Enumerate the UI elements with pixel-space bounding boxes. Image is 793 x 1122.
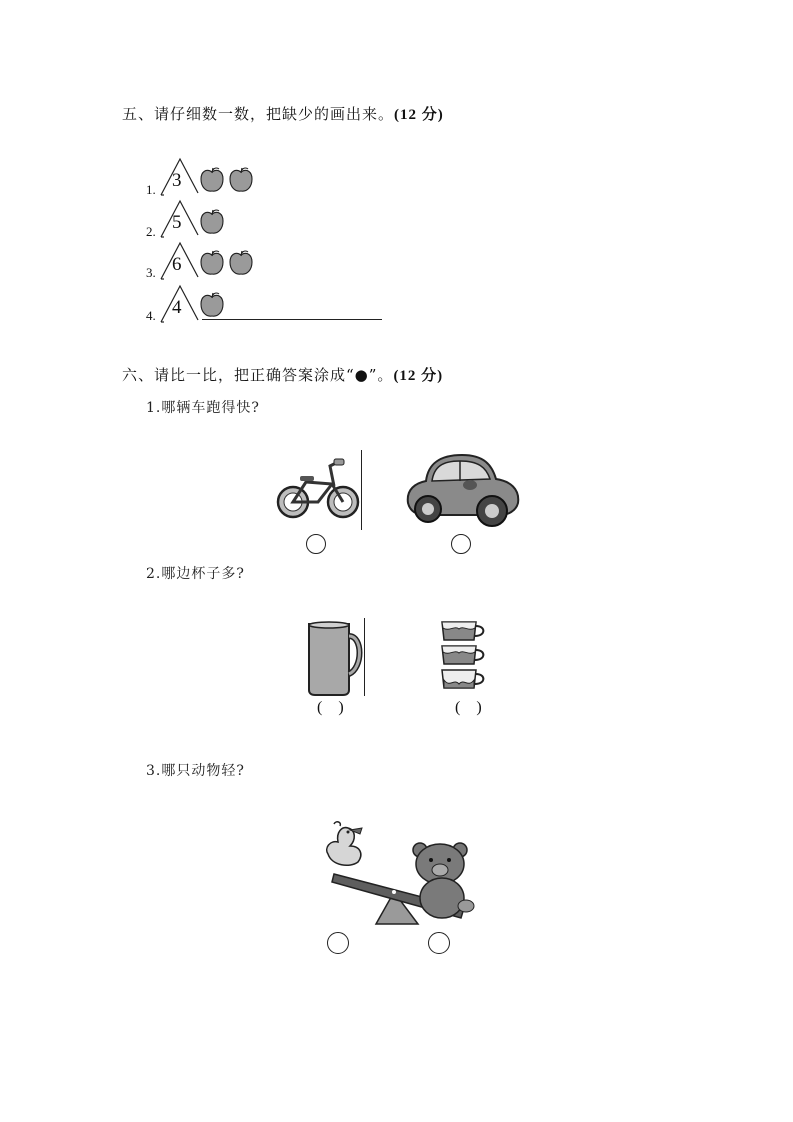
section5-heading	[122, 103, 444, 124]
duck-icon	[320, 820, 368, 870]
divider-1	[361, 450, 362, 530]
section5-score: (12 分)	[394, 107, 444, 123]
answer-line[interactable]	[202, 319, 382, 320]
answer-paren-cups[interactable]: ( )	[455, 699, 488, 716]
section5-title: 五、请仔细数一数，把缺少的画出来。	[122, 105, 395, 123]
apple-icon	[200, 167, 225, 193]
bicycle-icon	[276, 456, 360, 522]
divider-2	[364, 618, 365, 696]
question-2: 2.哪边杯子多?	[146, 566, 245, 582]
stacked-cups-icon	[438, 618, 490, 694]
item-3-label: 3.	[146, 265, 156, 280]
apple-icon	[200, 292, 225, 318]
answer-circle-bear[interactable]	[428, 932, 450, 954]
car-icon	[404, 451, 522, 529]
apple-icon	[200, 250, 225, 276]
answer-circle-duck[interactable]	[327, 932, 349, 954]
question-3: 3.哪只动物轻?	[146, 763, 245, 779]
item-4-number: 4	[172, 297, 182, 318]
question-1: 1.哪辆车跑得快?	[146, 400, 260, 416]
answer-circle-car[interactable]	[451, 534, 471, 554]
item-2-number: 5	[172, 212, 182, 233]
section6-score: (12 分)	[393, 368, 444, 384]
answer-paren-mug[interactable]: ( )	[317, 699, 350, 716]
apple-icon	[229, 167, 254, 193]
mug-icon	[305, 620, 365, 696]
item-2-label: 2.	[146, 224, 156, 239]
apple-icon	[200, 209, 225, 235]
answer-circle-bicycle[interactable]	[306, 534, 326, 554]
item-4-label: 4.	[146, 308, 156, 323]
item-1-label: 1.	[146, 182, 156, 197]
item-1-number: 3	[172, 170, 182, 191]
apple-icon	[229, 250, 254, 276]
item-3-number: 6	[172, 254, 182, 275]
bear-icon	[410, 840, 476, 918]
section6-title: 六、请比一比，把正确答案涂成“●”。	[122, 366, 394, 384]
section6-heading	[122, 364, 443, 385]
